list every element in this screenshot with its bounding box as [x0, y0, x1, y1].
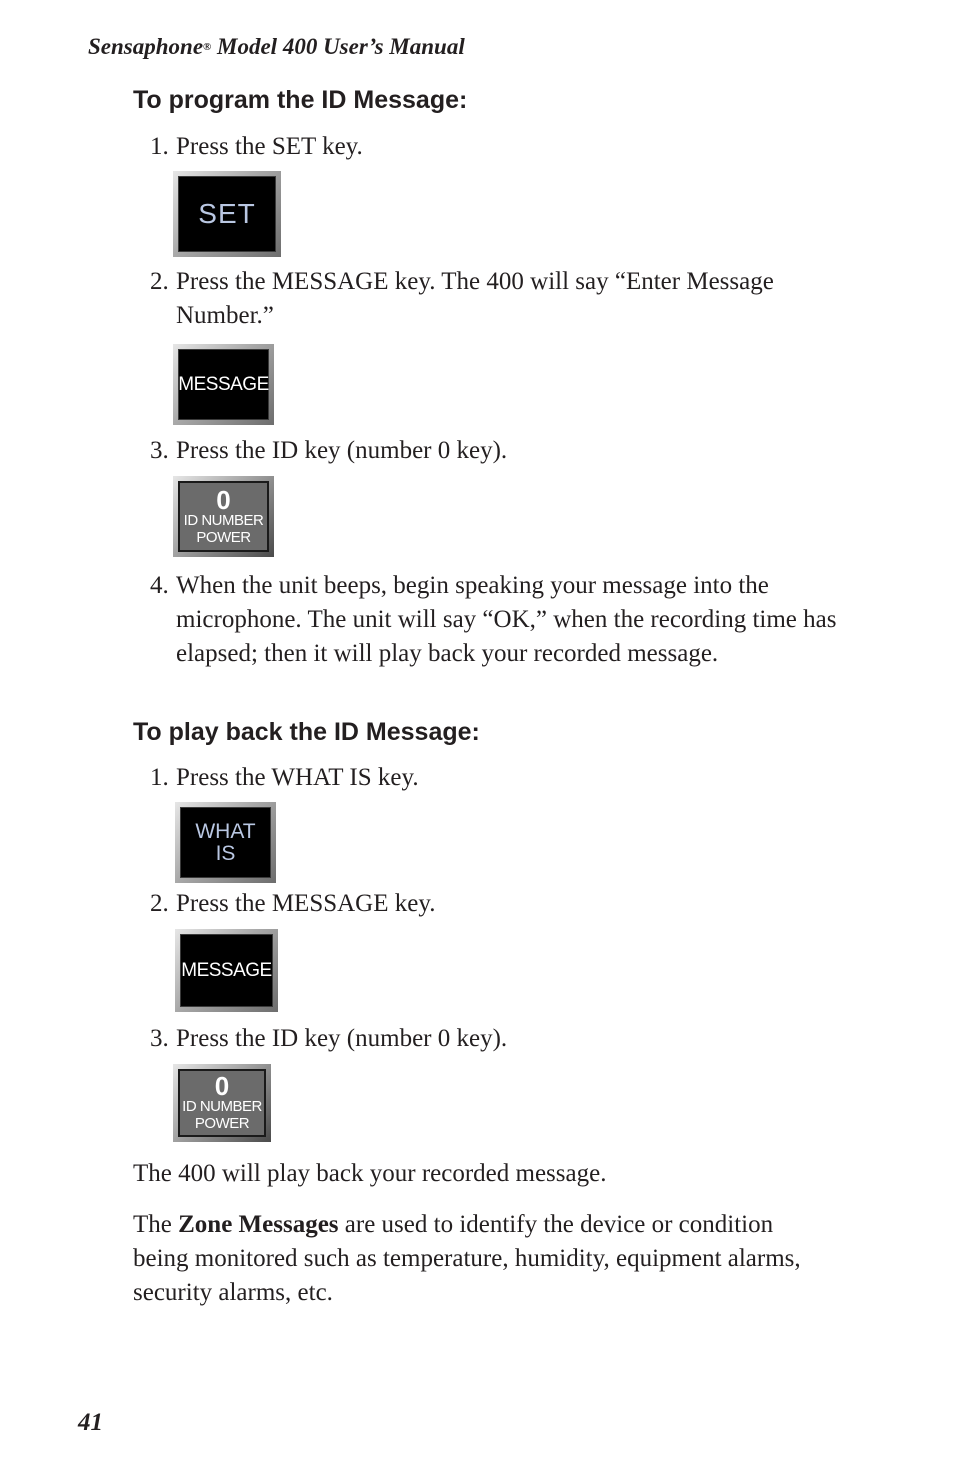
- what-is-key-label-line1: WHAT: [195, 819, 256, 843]
- step-text: When the unit beeps, begin speaking your message into the microphone. The unit will say “OK,” when the recording time has elapsed; then it will play back your recorded message.: [176, 572, 837, 667]
- step-number: 2.: [150, 268, 169, 295]
- zero-key-label-line2: POWER: [196, 528, 251, 546]
- what-is-key-label-line2: IS: [215, 841, 236, 865]
- running-head: [88, 34, 465, 60]
- zero-key-digit: 0: [214, 1071, 230, 1101]
- step-number: 3.: [150, 437, 169, 464]
- zero-key-label-line1: ID NUMBER: [183, 511, 264, 529]
- zero-key-digit: 0: [216, 484, 231, 515]
- program-step-1: [150, 130, 840, 164]
- program-step-3: [150, 434, 840, 468]
- step-number: 3.: [150, 1025, 169, 1052]
- program-step-4: [150, 569, 840, 671]
- message-key-image: [173, 344, 274, 425]
- section-heading-program: To program the ID Message:: [133, 86, 468, 114]
- manual-title: Model 400 User’s Manual: [217, 34, 465, 59]
- step-text: Press the MESSAGE key.: [176, 890, 436, 917]
- step-number: 4.: [150, 572, 169, 599]
- section-heading-playback: To play back the ID Message:: [133, 718, 480, 746]
- playback-step-2: [150, 887, 840, 921]
- program-step-2: [150, 265, 840, 333]
- zero-key-label-line2: POWER: [194, 1115, 250, 1132]
- zone-messages-paragraph: [133, 1208, 833, 1310]
- page-number: 41: [78, 1409, 103, 1436]
- message-key-image: [175, 929, 278, 1012]
- zero-key-image: [173, 476, 274, 557]
- zero-key-label-line1: ID NUMBER: [182, 1098, 262, 1115]
- zero-key-image: [173, 1064, 271, 1142]
- zone-messages-term: Zone Messages: [178, 1211, 339, 1238]
- step-text: Press the WHAT IS key.: [176, 764, 419, 791]
- zone-text-pre: The: [133, 1211, 179, 1238]
- registered-mark: ®: [203, 41, 212, 53]
- step-text: Press the ID key (number 0 key).: [176, 437, 508, 464]
- message-key-label: MESSAGE: [180, 934, 273, 1007]
- step-number: 2.: [150, 890, 169, 917]
- what-is-key-image: [175, 802, 276, 883]
- message-key-label: MESSAGE: [178, 349, 269, 420]
- playback-step-1: [150, 761, 840, 795]
- step-text: Press the ID key (number 0 key).: [176, 1025, 508, 1052]
- step-text: Press the SET key.: [176, 133, 363, 160]
- brand-name: Sensaphone: [88, 34, 204, 59]
- step-text: Press the MESSAGE key. The 400 will say “Enter Message Number.”: [176, 268, 774, 329]
- zone-text-post: are used to identify the device or condition being monitored such as temperature, humidity, equipment alarms, security alarms, etc.: [133, 1211, 801, 1306]
- step-number: 1.: [150, 764, 169, 791]
- playback-note: The 400 will play back your recorded message.: [133, 1160, 607, 1187]
- step-number: 1.: [150, 133, 169, 160]
- set-key-image: [173, 171, 281, 257]
- set-key-label: SET: [178, 176, 276, 252]
- playback-step-3: [150, 1022, 840, 1056]
